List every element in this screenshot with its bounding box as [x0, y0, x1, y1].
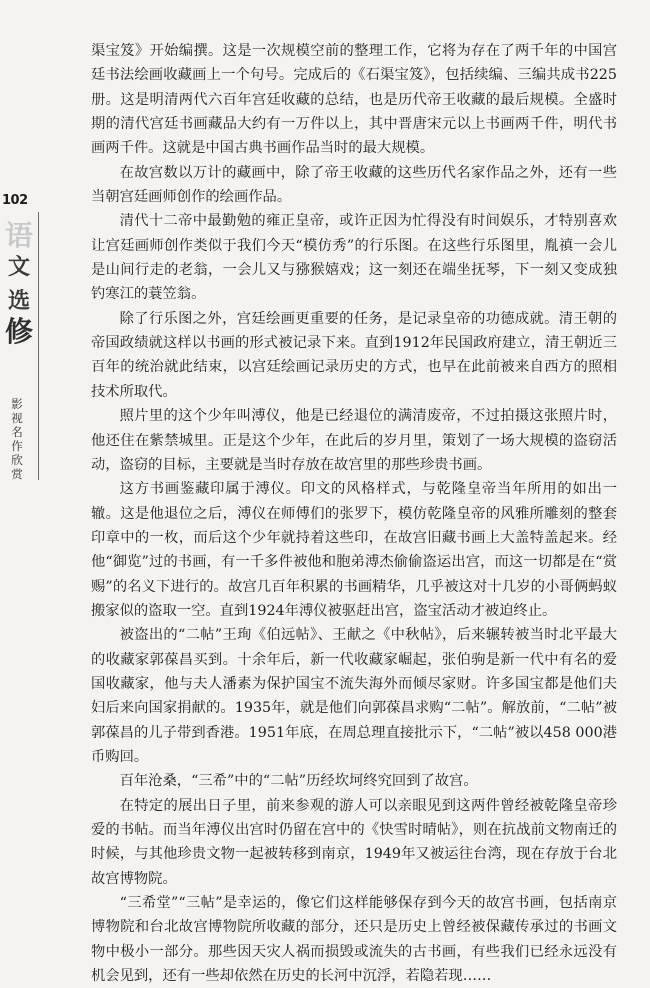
paragraph: 在故宫数以万计的藏画中，除了帝王收藏的这些历代名家作品之外，还有一些当朝宫廷画师创作的绘画作品。 [91, 164, 617, 206]
book-title-char: 修 [4, 315, 33, 348]
paragraph: 被盗出的“二帖”王珣《伯远帖》、王献之《中秋帖》，后来辗转被当时北平最大的收藏家郭葆昌买到。十余年后，新一代收藏家崛起，张伯驹是新一代中有名的爱国收藏家，他与夫人潘素为保护国宝不流失海外而倾尽家财。许多国宝都是他们夫妇后来向国家捐献的。1935年，就是他们向郭葆昌求购“二帖”。解放前，“二帖”被郭葆昌的儿子带到香港。1951年底，在周总理直接批示下，“二帖”被以458 000港币购回。 [91, 627, 617, 765]
paragraph: 百年沧桑，“三希”中的“二帖”历经坎坷终究回到了故宫。 [119, 773, 478, 790]
paragraph: 清代十二帝中最勤勉的雍正皇帝，或许正因为忙得没有时间娱乐，才特别喜欢让宫廷画师创作类似于我们今天“模仿秀”的行乐图。在这些行乐图里，胤禛一会儿是山间行走的老翁，一会儿又与猕猴嬉戏；这一刻还在端坐抚琴，下一刻又变成独钓寒江的蓑笠翁。 [91, 213, 617, 303]
paragraph: 照片里的这个少年叫溥仪，他是已经退位的满清废帝，不过拍摄这张照片时，他还住在紫禁城里。正是这个少年，在此后的岁月里，策划了一场大规模的盗窃活动，盗窃的目标，主要就是当时存放在故宫里的那些珍贵书画。 [91, 408, 617, 473]
book-title [2, 219, 36, 348]
paragraph: 这方书画鉴藏印属于溥仪。印文的风格样式，与乾隆皇帝当年所用的如出一辙。这是他退位之后，溥仪在师傅们的张罗下，模仿乾隆皇帝的风雅所雕刻的整套印章中的一枚，而后这个少年就持着这些印，在故宫旧藏书画上大盖特盖起来。经他“御览”过的书画，有一千多件被他和胞弟溥杰偷偷盗运出宫，而这一切都是在“赏赐”的名义下进行的。故宫几百年积累的书画精华，几乎被这对十几岁的小哥俩蚂蚁搬家似的盗取一空。直到1924年溥仪被驱赶出宫，盗宝活动才被迫终止。 [91, 481, 617, 619]
book-title-char: 选 [7, 288, 30, 314]
body-text [91, 39, 617, 988]
book-title-char: 语 [4, 219, 33, 252]
book-title-char: 文 [7, 254, 30, 280]
volume-title: 影视名作欣赏 [11, 397, 23, 481]
paragraph: 在特定的展出日子里，前来参观的游人可以亲眼见到这两件曾经被乾隆皇帝珍爱的书帖。而当年溥仪出宫时仍留在宫中的《快雪时晴帖》，则在抗战前文物南迁的时候，与其他珍贵文物一起被转移到南京，1949年又被运往台湾，现在存放于台北故宫博物院。 [91, 797, 617, 887]
margin-rule [38, 212, 39, 480]
paragraph: “三希堂”“三帖”是幸运的，像它们这样能够保存到今天的故宫书画，包括南京博物院和台北故宫博物院所收藏的部分，还只是历史上曾经被保藏传承过的书画文物中极小一部分。那些因天灾人祸而损毁或流失的古书画，有些我们已经永远没有机会见到，还有一些却依然在历史的长河中沉浮，若隐若现…… [91, 895, 617, 985]
page-number: 102 [2, 193, 28, 208]
paragraph: 渠宝笈》开始编撰。这是一次规模空前的整理工作，它将为存在了两千年的中国宫廷书法绘画收藏画上一个句号。完成后的《石渠宝笈》，包括续编、三编共成书225册。这是明清两代六百年宫廷收藏的总结，也是历代帝王收藏的最后规模。全盛时期的清代宫廷书画藏品大约有一万件以上，其中晋唐宋元以上书画两千件，明代书画两千件。这就是中国古典书画作品当时的最大规模。 [91, 43, 617, 157]
paragraph: 除了行乐图之外，宫廷绘画更重要的任务，是记录皇帝的功德成就。清王朝的帝国政绩就这样以书画的形式被记录下来。直到1912年民国政府建立，清王朝近三百年的统治就此结束，以宫廷绘画记录历史的方式，也早在此前被来自西方的照相技术所取代。 [91, 310, 617, 400]
